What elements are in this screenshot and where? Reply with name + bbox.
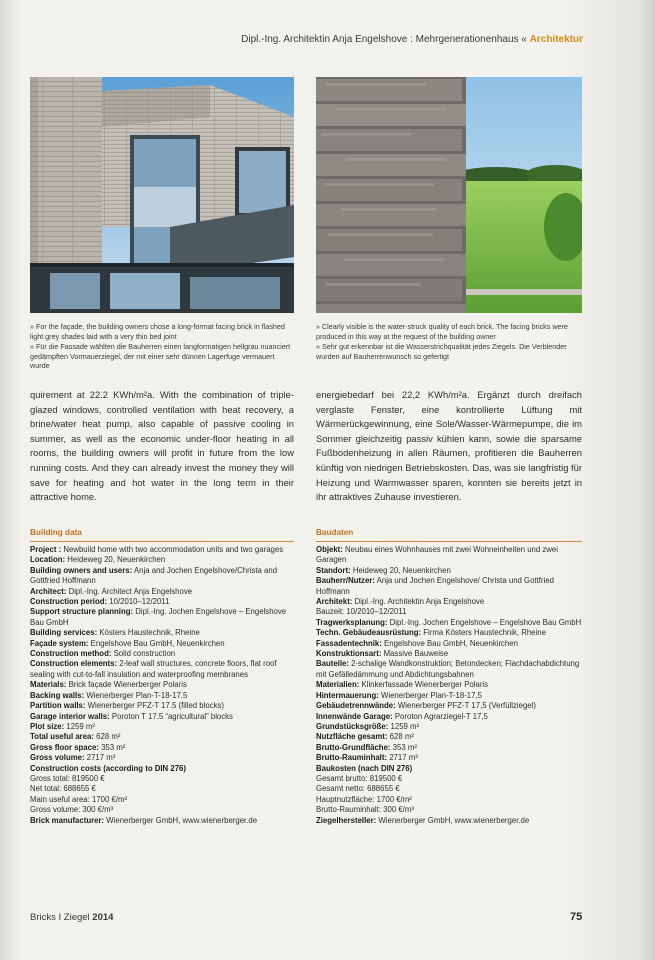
baudaten-value: Bauzeit: 10/2010–12/2011 [316, 607, 407, 617]
baudaten-value: Hauptnutzfläche: 1700 €/m² [316, 794, 412, 804]
baudaten-value: Firma Kösters Haustechnik, Rheine [421, 628, 546, 638]
building-data-row [30, 607, 296, 628]
building-data-row [30, 795, 296, 805]
building-data-label: Backing walls: [30, 690, 85, 700]
building-data-label: Gross volume: [30, 753, 85, 763]
baudaten-row [316, 764, 584, 774]
building-data-heading: Building data [30, 528, 294, 542]
building-data-value: Gross total: 819500 € [30, 773, 105, 783]
baudaten-row [316, 722, 584, 732]
baudaten-label: Bauteile: [316, 659, 349, 669]
building-data-label: Garage interior walls: [30, 711, 110, 721]
building-data-row [30, 805, 296, 815]
building-data-row [30, 545, 296, 555]
baudaten-label: Brutto-Grundfläche: [316, 742, 391, 752]
building-data-label: Building services: [30, 628, 98, 638]
baudaten-row [316, 597, 584, 607]
building-data-value: Solid construction [111, 649, 176, 659]
baudaten-value: Neubau eines Wohnhauses mit zwei Wohneinheiten und zwei Garagen [316, 545, 558, 565]
header-text: Dipl.-Ing. Architektin Anja Engelshove : Mehrgenerationenhaus « [241, 34, 527, 45]
baudaten-value: Dipl.-Ing. Architektin Anja Engelshove [352, 597, 485, 607]
baudaten-row [316, 753, 584, 763]
baudaten-row [316, 618, 584, 628]
building-data-label: Architect: [30, 586, 67, 596]
baudaten-label: Brutto-Rauminhalt: [316, 753, 388, 763]
footer-title: Bricks I Ziegel [30, 912, 90, 923]
running-header [241, 34, 583, 45]
building-data-row [30, 649, 296, 659]
baudaten-row [316, 795, 584, 805]
baudaten-label: Grundstücksgröße: [316, 721, 389, 731]
baudaten-row [316, 659, 584, 680]
caption-left-en: » For the façade, the building owners chose a long-format facing brick in flashed light grey shades laid with a very thin bed joint [30, 322, 285, 341]
baudaten-label: Tragwerksplanung: [316, 617, 388, 627]
building-data-value: Brick façade Wienerberger Polaris [66, 680, 187, 690]
building-data-value: 2717 m³ [84, 753, 116, 763]
baudaten-heading: Baudaten [316, 528, 582, 542]
baudaten-value: Engelshove Bau GmbH, Neuenkirchen [381, 638, 518, 648]
building-data-value: Newbuild home with two accommodation units and two garages [61, 545, 284, 554]
photo-house-facade [30, 77, 294, 313]
building-data-label: Location: [30, 555, 66, 565]
building-data-value: 10/2010–12/2011 [107, 597, 170, 607]
baudaten-row [316, 732, 584, 742]
footer-year: 2014 [92, 912, 114, 923]
building-data-label: Plot size: [30, 721, 65, 731]
building-data-list [30, 545, 296, 826]
baudaten-row [316, 774, 584, 784]
baudaten-value: Heideweg 20, Neuenkirchen [350, 565, 451, 575]
baudaten-value: Wienerberger Plan-T-18-17,5 [378, 690, 482, 700]
baudaten-value: Massive Bauweise [381, 649, 449, 659]
baudaten-label: Ziegelhersteller: [316, 815, 377, 825]
baudaten-row [316, 712, 584, 722]
baudaten-label: Nutzfläche gesamt: [316, 732, 388, 742]
baudaten-label: Innenwände Garage: [316, 711, 393, 721]
building-data-row [30, 680, 296, 690]
photo-brick-closeup [316, 77, 582, 313]
building-data-value: Wienerberger Plan-T-18-17.5 [84, 690, 188, 700]
baudaten-row [316, 691, 584, 701]
baudaten-value: Wienerberger GmbH, www.wienerberger.de [376, 815, 530, 825]
baudaten-label: Materialien: [316, 680, 360, 690]
baudaten-value: Brutto-Rauminhalt: 300 €/m³ [316, 805, 414, 815]
building-data-value: Wienerberger GmbH, www.wienerberger.de [104, 815, 258, 825]
header-section: Architektur [529, 34, 583, 45]
building-data-label: Building owners and users: [30, 565, 133, 575]
building-data-row [30, 712, 296, 722]
building-data-row [30, 587, 296, 597]
building-data-value: Gross volume: 300 €/m³ [30, 805, 114, 815]
baudaten-row [316, 607, 584, 617]
building-data-row [30, 774, 296, 784]
baudaten-row [316, 784, 584, 794]
baudaten-label: Techn. Gebäudeausrüstung: [316, 628, 422, 638]
building-data-row [30, 691, 296, 701]
page-number: 75 [570, 911, 583, 923]
baudaten-value: Gesamt brutto: 819500 € [316, 773, 403, 783]
body-text-german: energiebedarf bei 22,2 KWh/m²a. Ergänzt durch dreifach verglaste Fenster, eine kontrollierte Lüftung mit Wärmerückgewinnung, eine Sole/Wasser-Wärmepumpe, die im Sommer gleichzeitig passiv kühlen kann, sowie die sparsame Fußbodenheizung in allen Räumen, profitieren die Bauherren künftig von niedrigen Betriebskosten. Das, was sie langfristig für Heizung und Warmwasser sparen, konnten sie bereits jetzt in ihr attraktives Zuhause investieren. [316, 389, 582, 503]
baudaten-label: Architekt: [316, 597, 353, 607]
building-data-row [30, 816, 296, 826]
building-data-label: Brick manufacturer: [30, 815, 105, 825]
footer-publication [30, 912, 113, 923]
building-data-value: 353 m² [98, 742, 126, 752]
building-data-row [30, 555, 296, 565]
caption-left [30, 322, 294, 372]
building-data-value: Dipl.-Ing. Architect Anja Engelshove [66, 586, 193, 596]
building-data-value: Net total: 688655 € [30, 784, 96, 794]
baudaten-list [316, 545, 584, 826]
baudaten-row [316, 805, 584, 815]
baudaten-row [316, 743, 584, 753]
building-data-label: Partition walls: [30, 701, 86, 711]
baudaten-row [316, 816, 584, 826]
baudaten-row [316, 649, 584, 659]
baudaten-row [316, 545, 584, 566]
baudaten-label: Konstruktionsart: [316, 649, 382, 659]
baudaten-row [316, 680, 584, 690]
building-data-value: Main useful area: 1700 €/m² [30, 794, 128, 804]
building-data-value: Dipl.-Ing. Jochen Engelshove – Engelshove Bau GmbH [30, 607, 287, 627]
building-data-row [30, 764, 296, 774]
building-data-value: 1259 m² [64, 721, 96, 731]
building-data-label: Construction elements: [30, 659, 118, 669]
building-data-row [30, 566, 296, 587]
building-data-row [30, 732, 296, 742]
building-data-row [30, 639, 296, 649]
building-data-value: Kösters Haustechnik, Rheine [97, 628, 200, 638]
building-data-label: Support structure planning: [30, 607, 134, 617]
building-data-row [30, 701, 296, 711]
baudaten-label: Gebäudetrennwände: [316, 701, 396, 711]
building-data-value: Engelshove Bau GmbH, Neuenkirchen [88, 638, 225, 648]
building-data-row [30, 628, 296, 638]
building-data-value: Anja and Jochen Engelshove/Christa and Gottfried Hoffmann [30, 565, 278, 586]
baudaten-label: Fassadentechnik: [316, 638, 382, 648]
baudaten-label: Bauherr/Nutzer: [316, 576, 375, 586]
baudaten-value: Klinkerfassade Wienerberger Polaris [359, 680, 489, 690]
baudaten-value: Poroton Agrarziegel-T 17,5 [392, 711, 488, 721]
caption-right [316, 322, 578, 362]
baudaten-row [316, 628, 584, 638]
building-data-value: Heideweg 20, Neuenkirchen [65, 555, 166, 565]
baudaten-row [316, 576, 584, 597]
building-data-label: Gross floor space: [30, 742, 99, 752]
baudaten-row [316, 701, 584, 711]
baudaten-value: 353 m² [390, 742, 417, 752]
building-data-row [30, 659, 296, 680]
building-data-label: Façade system: [30, 638, 89, 648]
building-data-row [30, 784, 296, 794]
building-data-label: Materials: [30, 680, 67, 690]
building-data-row [30, 753, 296, 763]
baudaten-value: 2717 m³ [387, 753, 418, 763]
body-text-english: quirement at 22.2 KWh/m²a. With the combination of triple-glazed windows, controlled ventilation with heat recovery, a brine/water heat pump, also capable of passive cooling in summer, as well as the economic under-floor heating in all rooms, the building owners will profit in future from the low running costs. And they can already invest the money they will save for heating and hot water in the long term in their attractive home. [30, 389, 294, 503]
building-data-label: Construction period: [30, 597, 108, 607]
baudaten-value: Wienerberger PFZ-T 17,5 (Verfüllziegel) [395, 701, 536, 711]
building-data-row [30, 722, 296, 732]
baudaten-label: Standort: [316, 565, 351, 575]
building-data-label: Project : [30, 545, 62, 554]
building-data-value: 628 m² [93, 732, 121, 742]
building-data-label: Total useful area: [30, 732, 94, 742]
building-data-label: Construction costs (according to DIN 276) [30, 763, 186, 773]
baudaten-value: 1259 m² [388, 721, 420, 731]
baudaten-value: 2-schalige Wandkonstruktion; Betondecken; Flachdachabdichtung mit Gefälledämmung und Abdichtungsbahnen [316, 659, 580, 679]
building-data-row [30, 597, 296, 607]
building-data-value: Poroton T 17.5 “agricultural” blocks [109, 711, 233, 721]
caption-left-de: » Für die Fassade wählten die Bauherren einen langformatigen hellgrau nuanciert gedämpften Vormauerziegel, der mit einer sehr dünnen Lagerfuge vermauert wurde [30, 342, 291, 371]
baudaten-value: Gesamt netto: 688655 € [316, 784, 400, 794]
baudaten-label: Objekt: [316, 545, 343, 554]
baudaten-row [316, 566, 584, 576]
building-data-row [30, 743, 296, 753]
baudaten-label: Baukosten (nach DIN 276) [316, 763, 413, 773]
baudaten-label: Hintermauerung: [316, 690, 379, 700]
caption-right-en: » Clearly visible is the water-struck quality of each brick. The facing bricks were produced in this way at the request of the building owner [316, 322, 568, 341]
baudaten-value: Anja und Jochen Engelshove/ Christa und Gottfried Hoffmann [316, 576, 554, 596]
baudaten-value: Dipl.-Ing. Jochen Engelshove – Engelshove Bau GmbH [387, 617, 582, 627]
building-data-label: Construction method: [30, 649, 112, 659]
caption-right-de: » Sehr gut erkennbar ist die Wasserstrichqualität jedes Ziegels. Die Verblender wurden auf Bauherrenwunsch so gefertigt [316, 342, 567, 361]
building-data-value: Wienerberger PFZ-T 17.5 (filled blocks) [85, 701, 224, 711]
baudaten-value: 628 m² [387, 732, 414, 742]
building-data-value: 2-leaf wall structures, concrete floors, flat roof sealing with cut-to-fall insulation and waterproofing membranes [30, 659, 277, 679]
baudaten-row [316, 639, 584, 649]
